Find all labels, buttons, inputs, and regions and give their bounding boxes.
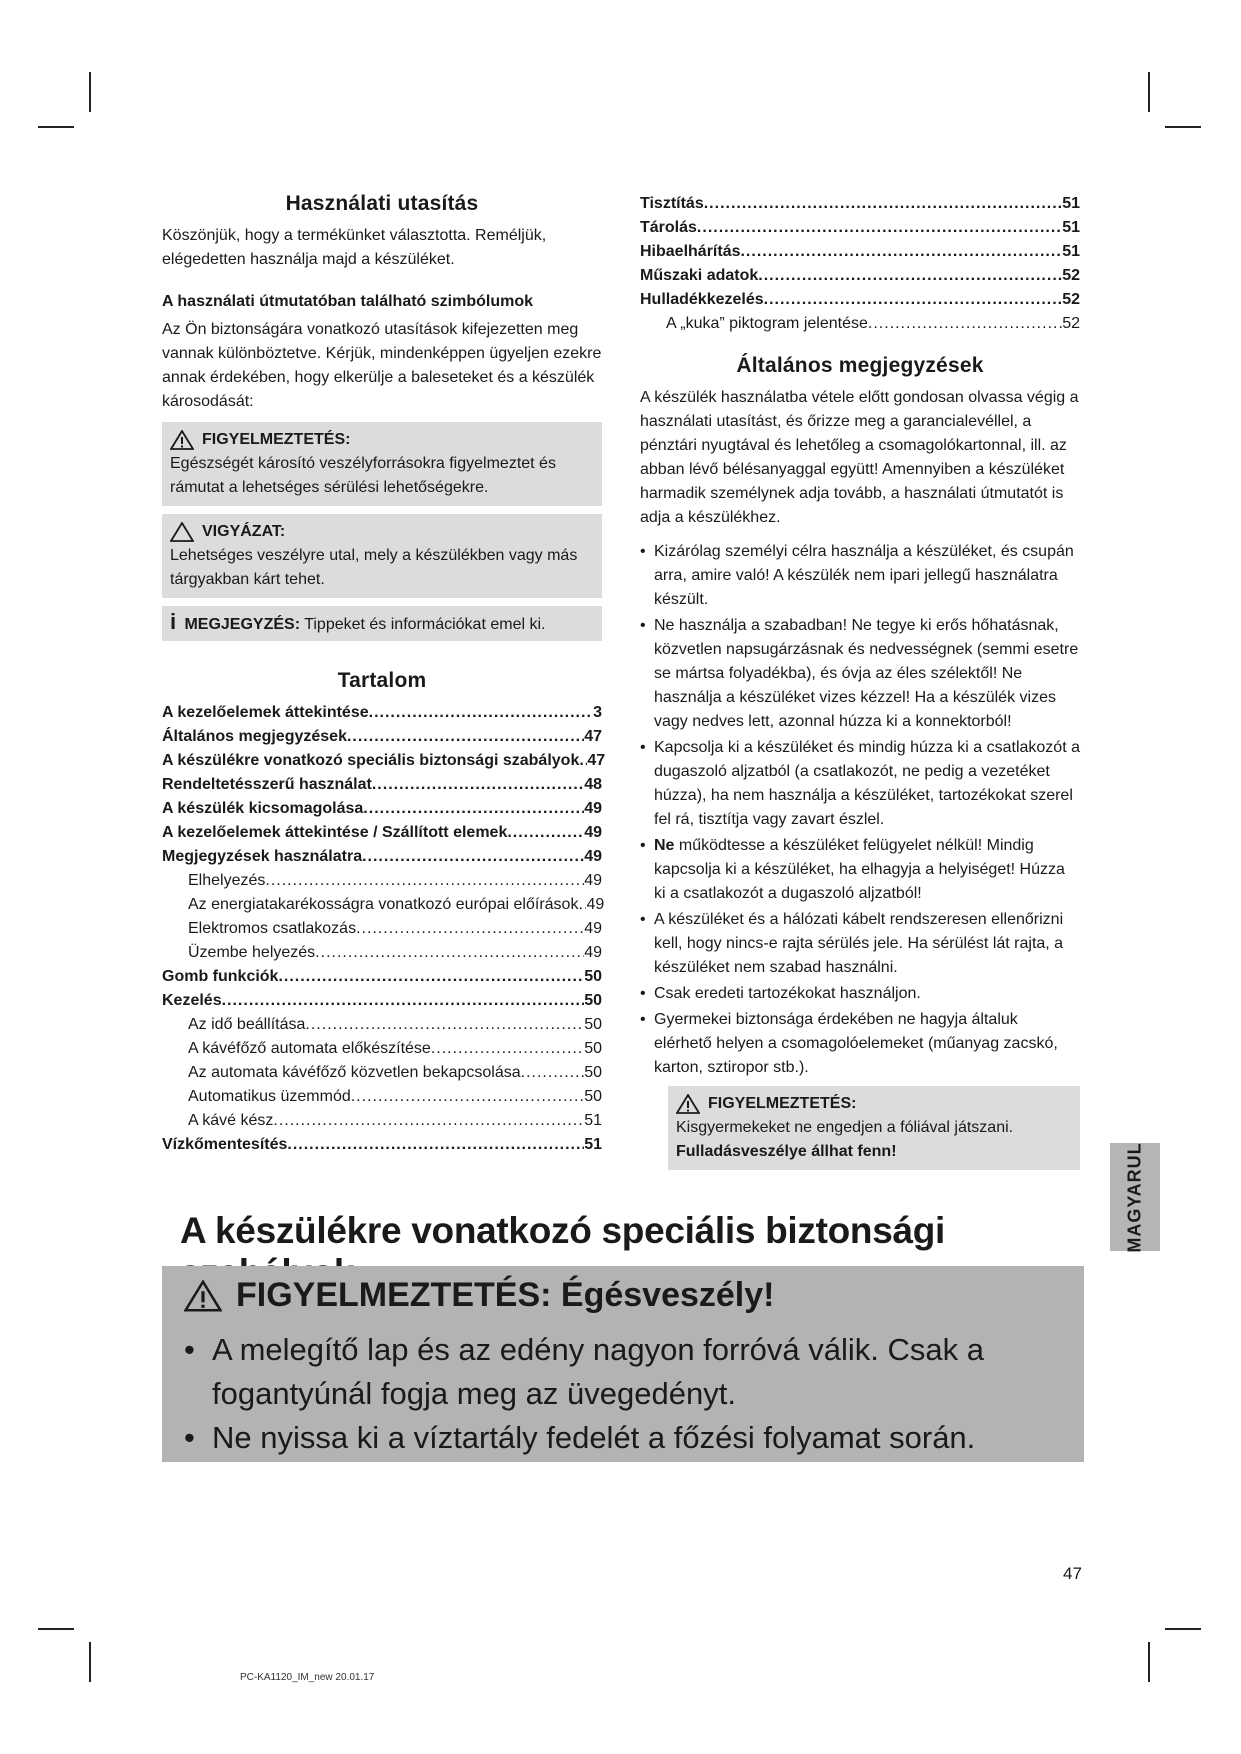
toc-entry-page: 50 [584, 1064, 602, 1081]
crop-mark [38, 1628, 74, 1630]
warning-triangle-icon [170, 430, 194, 450]
child-warning-bold: Fulladásveszélye állhat fenn! [676, 1143, 897, 1160]
toc-entry-label: Rendeltetésszerű használat [162, 776, 372, 793]
burn-warning-item: • Ne nyissa ki a víztartály fedelét a főzési folyamat során. [174, 1416, 1074, 1460]
toc-entry [162, 989, 602, 1013]
toc-leader-dots [697, 216, 1062, 240]
crop-mark [1165, 1628, 1201, 1630]
toc-entry-label: Megjegyzések használatra [162, 848, 363, 865]
toc-leader-dots [315, 941, 584, 965]
toc-entry-page: 47 [587, 752, 606, 769]
toc-entry-page: 50 [584, 968, 602, 985]
toc-entry-label: Vízkőmentesítés [162, 1136, 288, 1153]
toc-entry-label: Az idő beállítása [188, 1016, 306, 1033]
toc-entry-label: Üzembe helyezés [188, 944, 316, 961]
toc-list-continued [640, 192, 1080, 336]
toc-entry [162, 1061, 602, 1085]
safety-bullet [640, 834, 1080, 906]
toc-entry-label: A készülékre vonatkozó speciális biztonsági szabályok [162, 752, 580, 769]
toc-entry-label: Az automata kávéfőző közvetlen bekapcsolása [188, 1064, 521, 1081]
crop-mark [1165, 126, 1201, 128]
toc-entry-label: Műszaki adatok [640, 267, 759, 284]
toc-leader-dots [579, 749, 587, 773]
safety-bullet-text: Gyermekei biztonsága érdekében ne hagyja általuk elérhető helyen a csomagolóelemeket (műanyag zacskó, karton, sztiropor stb.). [654, 1011, 1058, 1076]
safety-bullet-text: Ne használja a szabadban! Ne tegye ki erős hőhatásnak, közvetlen napsugárzásnak és nedvességnek (semmi esetre se mártsa folyadékba), és óvja az éles szélektől! Ne használja a készüléket vizes kézzel! Ha a készülék vizes vagy nedves lett, azonnal húzza ki a konnektorból! [654, 617, 1079, 730]
toc-entry-page: 51 [1062, 195, 1080, 212]
toc-entry-label: Kezelés [162, 992, 222, 1009]
footer-code: PC-KA1120_IM_new 20.01.17 [240, 1672, 375, 1683]
note-text: Tippeket és információkat emel ki. [304, 616, 546, 633]
toc-leader-dots [868, 312, 1062, 336]
toc-entry [162, 965, 602, 989]
toc-title: Tartalom [337, 669, 427, 692]
safety-bullets [640, 540, 1080, 1080]
general-title: Általános megjegyzések [736, 354, 984, 377]
toc-entry-page: 49 [586, 896, 605, 913]
child-warning-title: FIGYELMEZTETÉS: [708, 1095, 857, 1112]
safety-bullet [640, 540, 1080, 612]
toc-entry [162, 845, 602, 869]
safety-heading: A készülékre vonatkozó speciális biztonsági [180, 1210, 946, 1251]
toc-entry-label: A kezelőelemek áttekintése / Szállított elemek [162, 824, 508, 841]
toc-entry-label: Tisztítás [640, 195, 704, 212]
toc-entry-page: 50 [584, 1040, 602, 1057]
toc-entry [640, 216, 1080, 240]
toc-leader-dots [507, 821, 584, 845]
toc-entry [162, 797, 602, 821]
toc-entry-page: 48 [584, 776, 602, 793]
toc-leader-dots [273, 1109, 584, 1133]
toc-list [162, 701, 606, 1157]
toc-entry-page: 49 [584, 824, 602, 841]
toc-entry-label: Hibaelhárítás [640, 243, 741, 260]
safety-bullet [640, 982, 1080, 1006]
toc-entry [640, 240, 1080, 264]
left-column [162, 192, 606, 1157]
warning-text: Egészségét károsító veszélyforrásokra figyelmeztet és rámutat a lehetséges sérülési lehetőségekre. [170, 455, 556, 496]
toc-entry [162, 1013, 602, 1037]
toc-entry-page: 52 [1062, 291, 1080, 308]
toc-leader-dots [278, 965, 584, 989]
toc-entry-page: 50 [584, 1016, 602, 1033]
toc-entry-label: Tárolás [640, 219, 697, 236]
toc-entry-page: 51 [1062, 219, 1080, 236]
burn-warning-box [162, 1266, 1084, 1462]
burn-warning-title: FIGYELMEZTETÉS: Égésveszély! [236, 1276, 775, 1314]
toc-entry-label: Hulladékkezelés [640, 291, 764, 308]
toc-entry [162, 893, 605, 917]
toc-entry-page: 49 [584, 800, 602, 817]
safety-bullet [640, 908, 1080, 980]
toc-leader-dots [363, 797, 584, 821]
crop-mark [1148, 72, 1150, 112]
burn-warning-list [174, 1328, 1074, 1460]
safety-bullet-text: Csak eredeti tartozékokat használjon. [654, 985, 921, 1002]
toc-entry [162, 821, 602, 845]
toc-leader-dots [265, 869, 584, 893]
toc-entry [162, 725, 602, 749]
toc-leader-dots [351, 1085, 584, 1109]
toc-leader-dots [356, 917, 584, 941]
toc-entry-label: A kávéfőző automata előkészítése [188, 1040, 431, 1057]
toc-leader-dots [369, 701, 593, 725]
warning-title: FIGYELMEZTETÉS: [202, 431, 351, 448]
child-warning-text: Kisgyermekeket ne engedjen a fóliával játszani. [676, 1119, 1014, 1136]
caution-box [162, 514, 602, 598]
toc-entry-page: 49 [584, 944, 602, 961]
toc-entry-page: 51 [1062, 243, 1080, 260]
toc-entry-page: 3 [593, 704, 602, 721]
toc-entry-label: Az energiatakarékosságra vonatkozó európai előírások [188, 896, 579, 913]
toc-entry-label: Elhelyezés [188, 872, 266, 889]
toc-entry [640, 264, 1080, 288]
toc-entry-page: 52 [1062, 315, 1080, 332]
toc-leader-dots [740, 240, 1062, 264]
toc-entry-page: 52 [1062, 267, 1080, 284]
toc-leader-dots [431, 1037, 584, 1061]
toc-entry-page: 51 [584, 1136, 602, 1153]
toc-entry [640, 288, 1080, 312]
toc-leader-dots [287, 1133, 584, 1157]
intro-text: Köszönjük, hogy a termékünket választotta. Reméljük, elégedetten használja majd a készüléket. [162, 227, 547, 268]
toc-entry [162, 941, 602, 965]
child-warning-box [668, 1086, 1080, 1170]
symbols-heading: A használati útmutatóban található szimbólumok [162, 293, 533, 310]
toc-leader-dots [521, 1061, 585, 1085]
toc-entry-label: Gomb funkciók [162, 968, 279, 985]
right-column [640, 192, 1080, 1170]
toc-leader-dots [347, 725, 584, 749]
toc-leader-dots [362, 845, 584, 869]
toc-entry [162, 1109, 602, 1133]
toc-entry [162, 701, 602, 725]
toc-entry [162, 1037, 602, 1061]
toc-entry-label: A kávé kész [188, 1112, 274, 1129]
toc-entry-page: 49 [584, 920, 602, 937]
safety-bullet [640, 614, 1080, 734]
safety-bullet-emphasis: Ne [654, 837, 675, 854]
toc-entry [162, 773, 602, 797]
toc-entry-label: A kezelőelemek áttekintése [162, 704, 369, 721]
toc-entry-label: A „kuka” piktogram jelentése [666, 315, 868, 332]
caution-triangle-icon [170, 522, 194, 542]
toc-entry [640, 312, 1080, 336]
toc-entry [162, 749, 606, 773]
toc-entry-label: Általános megjegyzések [162, 728, 347, 745]
warning-triangle-icon [184, 1280, 222, 1312]
info-icon: i [170, 609, 177, 634]
safety-bullet-text: Kapcsolja ki a készüléket és mindig húzza ki a csatlakozót a dugaszoló aljzatból (a csatlakozót, ne pedig a vezetéket húzza), ha nem használja a készüléket, tartozékokat szerel fel rá, tisztítja vagy zavart észlel. [654, 739, 1080, 828]
warning-triangle-icon [676, 1094, 700, 1114]
toc-entry-page: 49 [584, 872, 602, 889]
crop-mark [1148, 1642, 1150, 1682]
crop-mark [38, 126, 74, 128]
note-title: MEGJEGYZÉS: [184, 616, 301, 633]
toc-entry [640, 192, 1080, 216]
toc-leader-dots [758, 264, 1062, 288]
page-number: 47 [1063, 1564, 1082, 1583]
toc-entry-page: 47 [584, 728, 602, 745]
caution-title: VIGYÁZAT: [202, 523, 286, 540]
crop-mark [89, 1642, 91, 1682]
toc-entry-page: 50 [584, 992, 602, 1009]
toc-entry [162, 1085, 602, 1109]
toc-leader-dots [704, 192, 1062, 216]
burn-warning-item: • A melegítő lap és az edény nagyon forróvá válik. Csak a fogantyúnál fogja meg az üvegedényt. [174, 1328, 1074, 1416]
note-box [162, 606, 602, 641]
toc-leader-dots [222, 989, 585, 1013]
toc-entry-label: A készülék kicsomagolása [162, 800, 364, 817]
toc-entry-label: Automatikus üzemmód [188, 1088, 351, 1105]
language-tab-label: MAGYARUL [1124, 1141, 1145, 1253]
crop-mark [89, 72, 91, 112]
safety-bullet [640, 736, 1080, 832]
safety-bullet-text: Kizárólag személyi célra használja a készüléket, és csupán arra, amire való! A készülék nem ipari jellegű használatra készült. [654, 543, 1074, 608]
general-text: A készülék használatba vétele előtt gondosan olvassa végig a használati utasítást, és őrizze meg a garancialevéllel, a pénztári nyugtával és lehetőleg a csomagolókartonnal, ill. az abban lévő bélésanyaggal együtt! Amennyiben a készüléket harmadik személynek adja tovább, a használati útmutatót is adja a készülékhez. [640, 389, 1079, 526]
safety-bullet-text: működtesse a készüléket felügyelet nélkül! Mindig kapcsolja ki a készüléket, ha elhagyja a helyiséget! Húzza ki a csatlakozót a dugaszoló aljzatból! [654, 837, 1065, 902]
toc-leader-dots [372, 773, 584, 797]
safety-bullet-text: A készüléket és a hálózati kábelt rendszeresen ellenőrizni kell, hogy nincs-e rajta sérülés jele. Ha sérülést lát rajta, a készüléket nem szabad használni. [654, 911, 1064, 976]
toc-entry [162, 1133, 602, 1157]
toc-entry [162, 869, 602, 893]
toc-entry-page: 49 [584, 848, 602, 865]
toc-entry-label: Elektromos csatlakozás [188, 920, 357, 937]
toc-entry-page: 50 [584, 1088, 602, 1105]
toc-leader-dots [578, 893, 586, 917]
toc-leader-dots [305, 1013, 584, 1037]
toc-leader-dots [764, 288, 1063, 312]
toc-entry [162, 917, 602, 941]
safety-bullet [640, 1008, 1080, 1080]
caution-text: Lehetséges veszélyre utal, mely a készülékben vagy más tárgyakban kárt tehet. [170, 547, 578, 588]
warning-box [162, 422, 602, 506]
manual-title: Használati utasítás [285, 192, 479, 215]
symbols-text: Az Ön biztonságára vonatkozó utasítások kifejezetten meg vannak különböztetve. Kérjük, mindenképpen ügyeljen ezekre annak érdekében, hogy elkerülje a baleseteket és a készülék károsodását: [162, 321, 602, 410]
toc-entry-page: 51 [584, 1112, 602, 1129]
language-tab [1110, 1143, 1160, 1251]
